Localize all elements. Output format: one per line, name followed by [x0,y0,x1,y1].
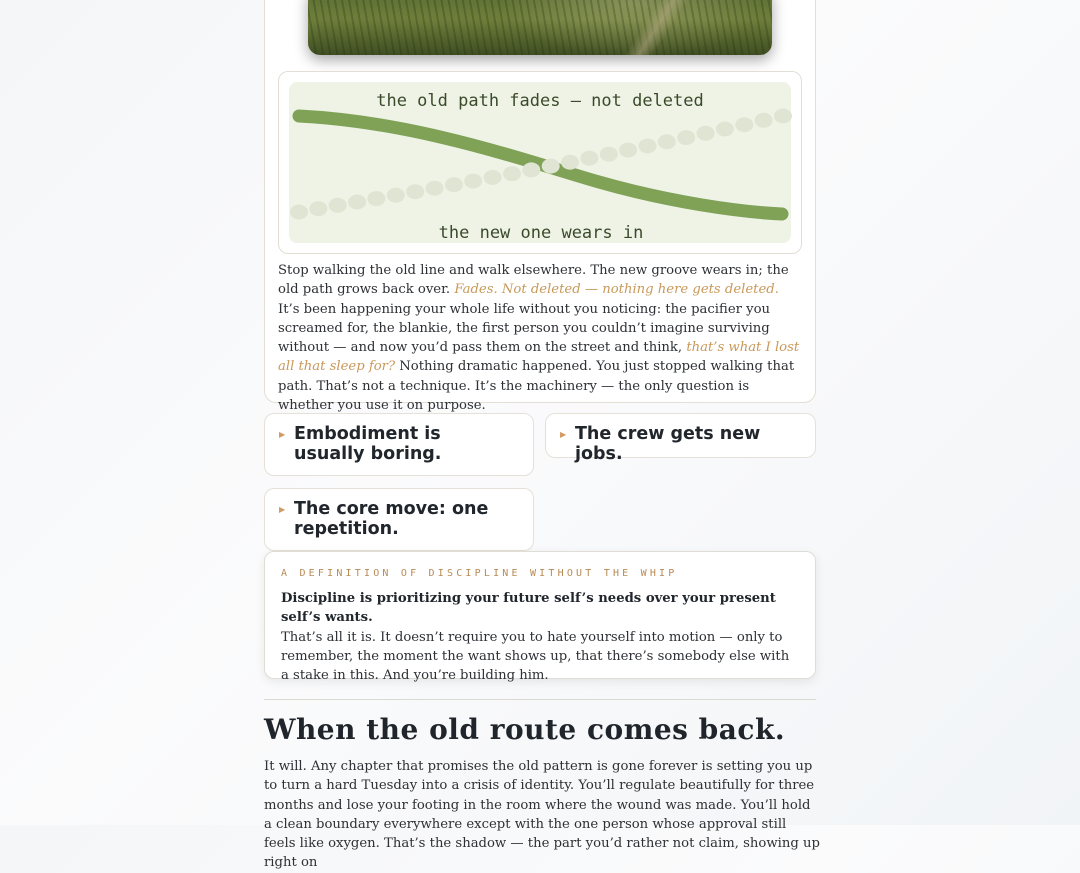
body-text-1: Stop walking the old line and walk elsewhere. The new groove wears in; the old path grows back over. [278,263,789,298]
callout-lead: Discipline is prioritizing your future self’s needs over your present self’s wants. [281,591,776,626]
old-path-dot [367,191,385,206]
old-path-dot [600,147,618,162]
old-path-dot [348,195,366,210]
old-path-dot [522,162,540,177]
old-path-dot [406,184,424,199]
accordion-title: The core move: one repetition. [294,499,489,539]
path-diagram [279,72,801,253]
old-path-dot [774,109,792,124]
diagram-bottom-label: the new one wears in [438,223,644,243]
path-photo [308,0,772,55]
old-path-dot [580,151,598,166]
old-path-dot [387,188,405,203]
callout-kicker: A DEFINITION OF DISCIPLINE WITHOUT THE WHIP [281,568,678,579]
old-path-dot [484,170,502,185]
body-accent-2: that’s what I lost all that sleep for? [278,340,800,375]
path-figure [278,71,802,254]
accordion-crew[interactable] [545,413,816,464]
old-path-dot [755,113,773,128]
old-path-dot [445,177,463,192]
accordion-core-move[interactable] [264,488,534,551]
body-paragraph [278,261,802,415]
old-path-dot [561,155,579,170]
body-text-3: Nothing dramatic happened. You just stopped walking that path. That’s not a technique. It’s the machinery — the only question is whether you use it on purpose. [278,359,795,414]
old-path-dot [677,130,695,145]
old-path-dot [735,117,753,132]
body-text-2: It’s been happening your whole life without you noticing: the pacifier you screamed for, the blankie, the first person you couldn’t imagine surviving without — and now you’d pass them on the street and think, [278,301,771,356]
old-path-dot [290,205,308,220]
photo-grass-texture [308,0,772,55]
old-path-dot [716,122,734,137]
accordion-title: Embodiment is usually boring. [294,424,442,464]
accordion-embodiment[interactable] [264,413,534,476]
old-path-dot [464,174,482,189]
body-accent-1: Fades. Not deleted — nothing here gets deleted. [454,282,779,298]
caret-right-icon: ▶ [279,505,286,514]
accordion-title: The crew gets new jobs. [575,424,761,464]
old-path-dot [542,159,560,174]
old-path-dot [309,201,327,216]
old-path-dot [658,134,676,149]
section-heading: When the old route comes back. [264,713,786,746]
callout-text: That’s all it is. It doesn’t require you to hate yourself into motion — only to remember, the moment the want shows up, that there’s somebody else with a stake in this. And you’re building him. [281,629,790,684]
section-divider [264,699,816,700]
section-paragraph: It will. Any chapter that promises the old pattern is gone forever is setting you up to turn a hard Tuesday into a crisis of identity. You’ll regulate beautifully for three months and lose your footing in the room where the wound was made. You’ll hold a clean boundary everywhere except with the one person whose approval still feels like oxygen. That’s the shadow — the part you’d rather not claim, showing up right on [264,759,820,871]
definition-callout [264,551,816,684]
callout-body [281,589,799,685]
old-path-dot [503,166,521,181]
old-path-dot [619,143,637,158]
caret-right-icon: ▶ [560,430,567,439]
diagram-top-label: the old path fades — not deleted [376,91,704,111]
old-path-dot [639,139,657,154]
caret-right-icon: ▶ [279,430,286,439]
old-path-dot [426,181,444,196]
old-path-dot [697,126,715,141]
old-path-dot [329,198,347,213]
